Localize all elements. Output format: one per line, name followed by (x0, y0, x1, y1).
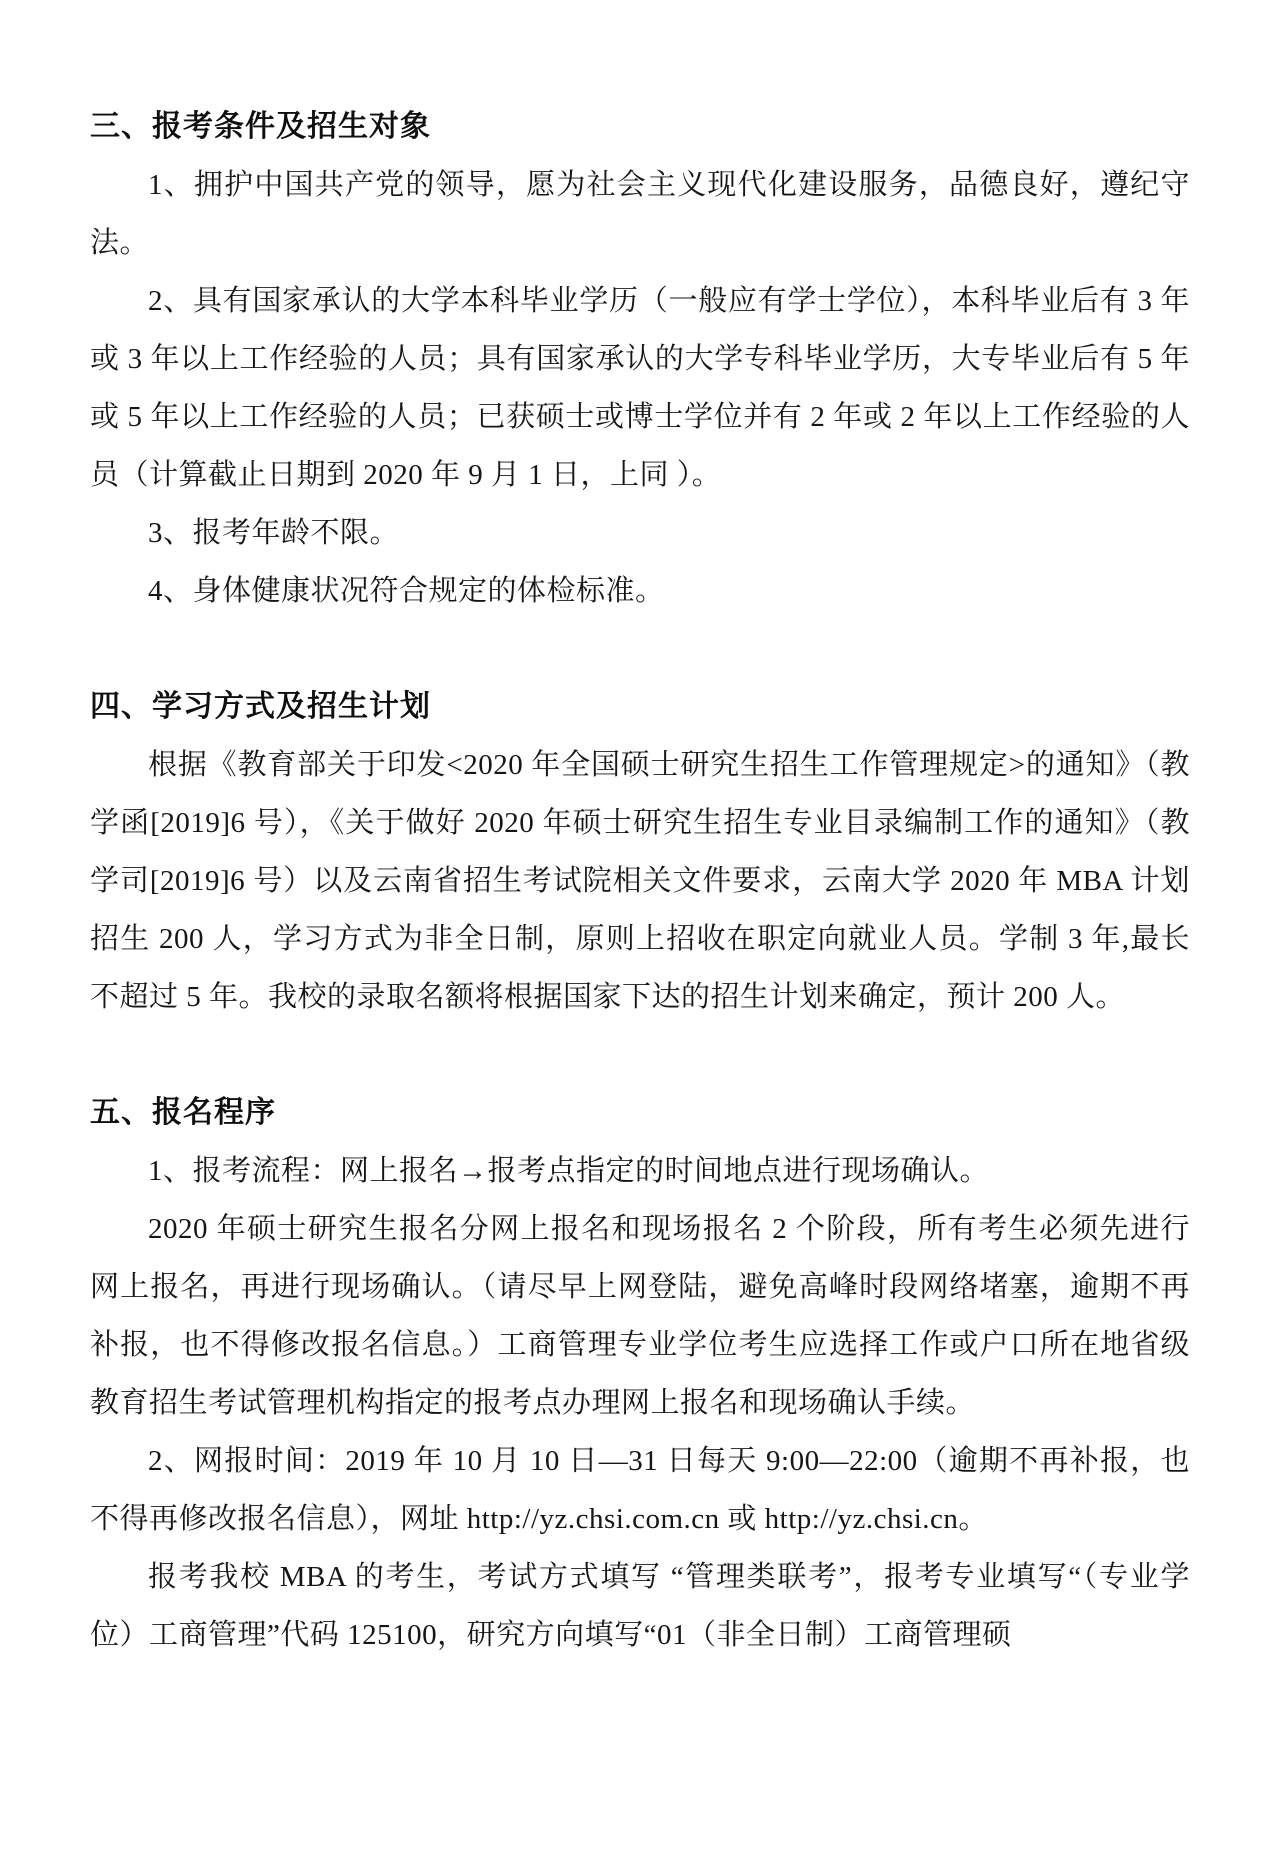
document-section (90, 1084, 1190, 1664)
section-heading: 五、报名程序 (90, 1096, 276, 1129)
document-section (90, 678, 1190, 1026)
paragraph: 1、拥护中国共产党的领导，愿为社会主义现代化建设服务，品德良好，遵纪守法。 (90, 169, 1190, 259)
paragraph: 4、身体健康状况符合规定的体检标准。 (148, 575, 665, 607)
paragraph: 报考我校 MBA 的考生，考试方式填写 “管理类联考”，报考专业填写“（专业学位）工商管理”代码 125100，研究方向填写“01（非全日制）工商管理硕 (90, 1561, 1190, 1651)
paragraph: 1、报考流程：网上报名→报考点指定的时间地点进行现场确认。 (148, 1155, 990, 1187)
section-heading: 三、报考条件及招生对象 (90, 110, 431, 143)
paragraph: 2、具有国家承认的大学本科毕业学历（一般应有学士学位），本科毕业后有 3 年或 3 年以上工作经验的人员；具有国家承认的大学专科毕业学历，大专毕业后有 5 年或 5 年以上工作经验的人员；已获硕士或博士学位并有 2 年或 2 年以上工作经验的人员（计算截止日期到 2020 年 9 月 1 日，上同 ）。 (90, 285, 1190, 491)
paragraph: 2020 年硕士研究生报名分网上报名和现场报名 2 个阶段，所有考生必须先进行网上报名，再进行现场确认。（请尽早上网登陆，避免高峰时段网络堵塞，逾期不再补报，也不得修改报名信息。）工商管理专业学位考生应选择工作或户口所在地省级教育招生考试管理机构指定的报考点办理网上报名和现场确认手续。 (90, 1213, 1190, 1419)
paragraph: 根据《教育部关于印发<2020 年全国硕士研究生招生工作管理规定>的通知》（教学函[2019]6 号），《关于做好 2020 年硕士研究生招生专业目录编制工作的通知》（教学司[2019]6 号）以及云南省招生考试院相关文件要求，云南大学 2020 年 MBA 计划招生 200 人，学习方式为非全日制，原则上招收在职定向就业人员。学制 3 年,最长不超过 5 年。我校的录取名额将根据国家下达的招生计划来确定，预计 200 人。 (90, 749, 1190, 1013)
paragraph: 3、报考年龄不限。 (148, 517, 400, 549)
section-heading: 四、学习方式及招生计划 (90, 690, 431, 723)
document-section (90, 98, 1190, 620)
paragraph: 2、网报时间：2019 年 10 月 10 日—31 日每天 9:00—22:00（逾期不再补报，也不得再修改报名信息），网址 http://yz.chsi.com.cn 或 http://yz.chsi.cn。 (90, 1445, 1190, 1535)
